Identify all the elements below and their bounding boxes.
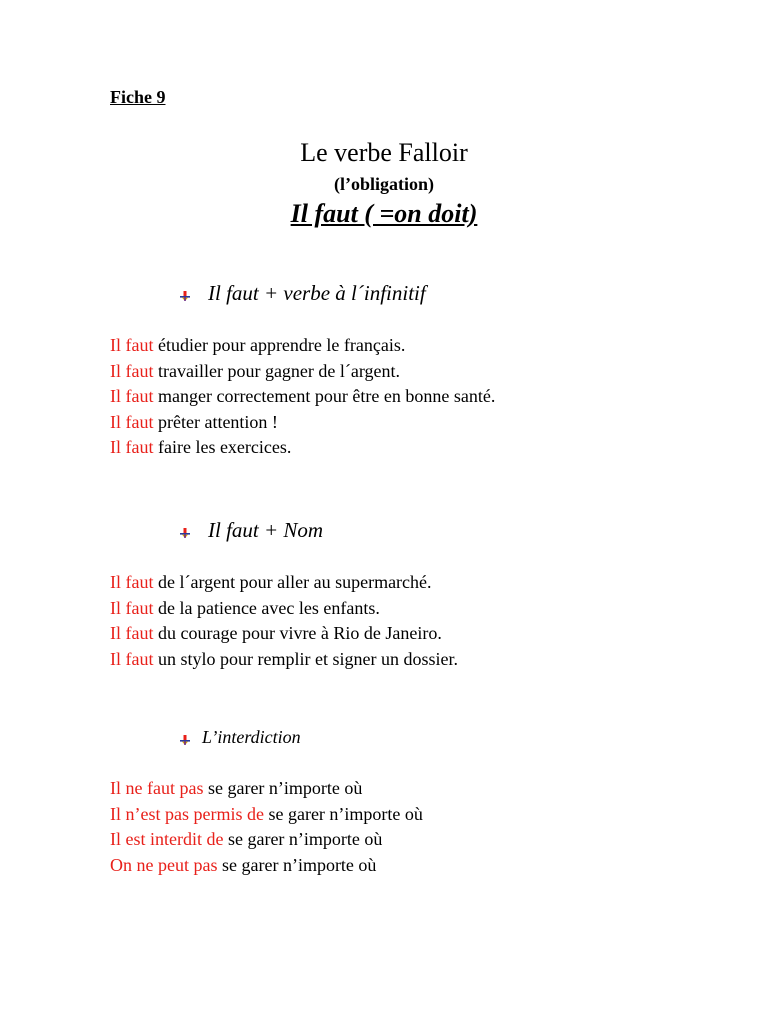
- sentence-rest: manger correctement pour être en bonne santé.: [153, 386, 496, 407]
- highlight-phrase: Il faut: [110, 623, 154, 644]
- page-title: Le verbe Falloir: [300, 138, 468, 167]
- sentence-rest: se garer n’importe où: [217, 854, 377, 875]
- sentence-rest: travailler pour gagner de l´argent.: [153, 360, 401, 381]
- sentence-rest: prêter attention !: [153, 411, 278, 432]
- sentence-rest: un stylo pour remplir et signer un dossier.: [153, 648, 458, 669]
- list-item: [110, 333, 495, 359]
- sentence-rest: de la patience avec les enfants.: [153, 597, 380, 618]
- sentence-rest: se garer n’importe où: [203, 778, 363, 798]
- list-item: [110, 359, 495, 385]
- list-item: [110, 410, 495, 436]
- highlight-phrase: Il faut: [110, 572, 154, 592]
- list-item: [110, 384, 495, 410]
- rule-heading: Il faut ( =on doit): [290, 199, 478, 228]
- list-item: [110, 853, 423, 879]
- sentence-rest: se garer n’importe où: [223, 829, 383, 850]
- section-heading-text: Il faut + verbe à l´infinitif: [208, 281, 426, 305]
- page-subtitle: (l’obligation): [333, 174, 434, 194]
- highlight-phrase: Il ne faut pas: [110, 778, 204, 798]
- example-list-infinitive: [110, 333, 495, 461]
- arrow-bullet-icon: [180, 735, 190, 745]
- highlight-phrase: Il faut: [110, 437, 154, 458]
- list-item: [110, 596, 458, 622]
- section-heading-infinitive: [180, 280, 426, 306]
- list-item: [110, 827, 423, 853]
- list-item: [110, 621, 458, 647]
- sentence-rest: étudier pour apprendre le français.: [153, 335, 406, 355]
- fiche-label: Fiche 9: [110, 87, 166, 107]
- example-list-noun: [110, 570, 458, 672]
- list-item: [110, 647, 458, 673]
- list-item: [110, 776, 423, 802]
- highlight-phrase: Il faut: [110, 411, 154, 432]
- section-heading-interdiction: [180, 726, 301, 748]
- sentence-rest: se garer n’importe où: [263, 803, 423, 824]
- sentence-rest: faire les exercices.: [153, 437, 292, 458]
- highlight-phrase: Il est interdit de: [110, 829, 224, 850]
- highlight-phrase: Il faut: [110, 648, 154, 669]
- highlight-phrase: Il n’est pas permis de: [110, 803, 264, 824]
- section-heading-text: L’interdiction: [202, 727, 301, 747]
- highlight-phrase: Il faut: [110, 597, 154, 618]
- list-item: [110, 570, 458, 596]
- list-item: [110, 435, 495, 461]
- section-heading-noun: [180, 517, 323, 543]
- highlight-phrase: Il faut: [110, 386, 154, 407]
- sentence-rest: de l´argent pour aller au supermarché.: [153, 572, 432, 592]
- highlight-phrase: Il faut: [110, 335, 154, 355]
- arrow-bullet-icon: [180, 528, 190, 538]
- highlight-phrase: On ne peut pas: [110, 854, 218, 875]
- highlight-phrase: Il faut: [110, 360, 154, 381]
- arrow-bullet-icon: [180, 291, 190, 301]
- section-heading-text: Il faut + Nom: [208, 518, 324, 542]
- example-list-interdiction: [110, 776, 423, 878]
- list-item: [110, 802, 423, 828]
- sentence-rest: du courage pour vivre à Rio de Janeiro.: [153, 623, 442, 644]
